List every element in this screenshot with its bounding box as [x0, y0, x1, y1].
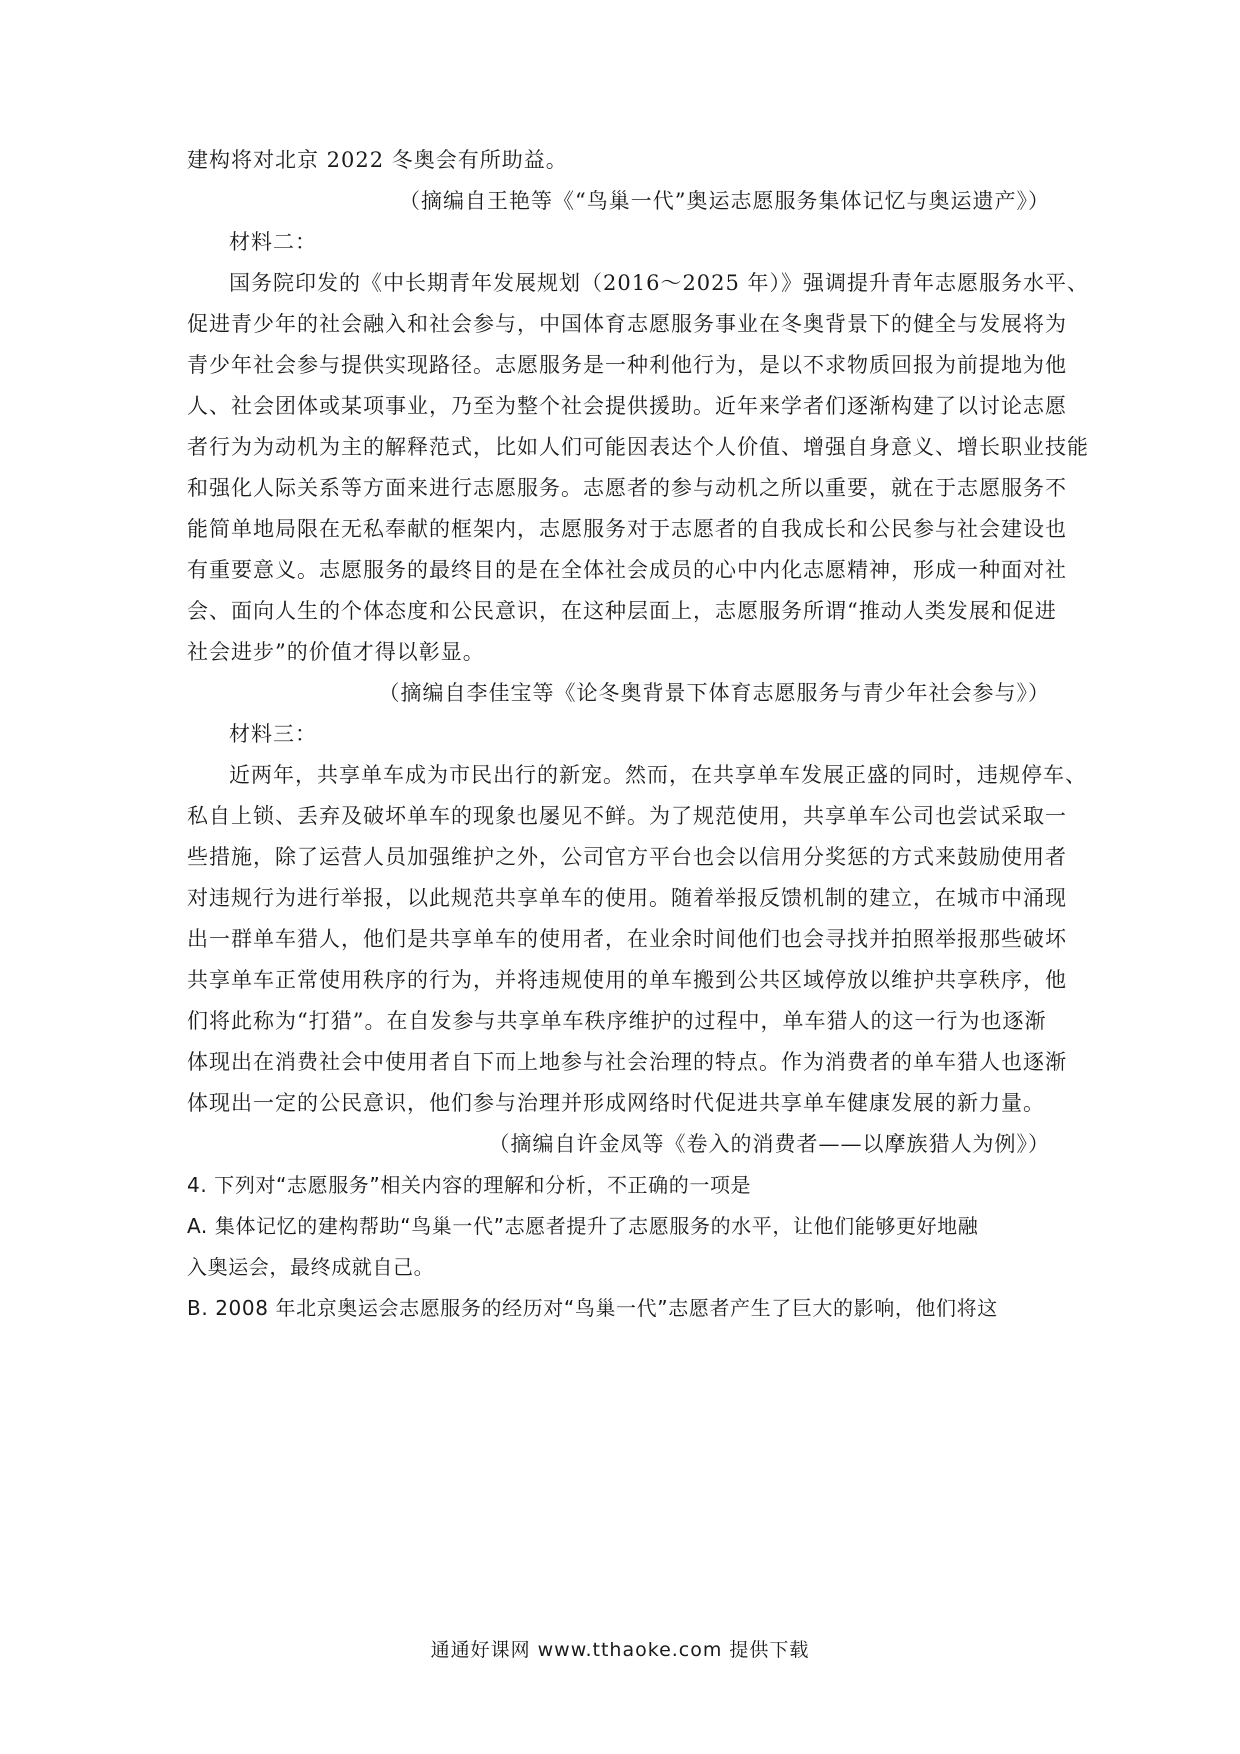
option-a: A. 集体记忆的建构帮助“鸟巢一代”志愿者提升了志愿服务的水平，让他们能够更好地融 — [187, 1214, 979, 1238]
paragraph-line: 共享单车正常使用秩序的行为，并将违规使用的单车搬到公共区域停放以维护共享秩序，他 — [187, 968, 1067, 992]
paragraph-line: 会、面向人生的个体态度和公民意识，在这种层面上，志愿服务所谓“推动人类发展和促进 — [187, 599, 1057, 623]
material2-source: （摘编自李佳宝等《论冬奥背景下体育志愿服务与青少年社会参与》） — [378, 681, 1050, 705]
paragraph-line: 能简单地局限在无私奉献的框架内，志愿服务对于志愿者的自我成长和公民参与社会建设也 — [187, 517, 1067, 541]
paragraph-line: 青少年社会参与提供实现路径。志愿服务是一种利他行为，是以不求物质回报为前提地为他 — [187, 353, 1067, 377]
paragraph-line: 出一群单车猎人，他们是共享单车的使用者，在业余时间他们也会寻找并拍照举报那些破坏 — [187, 927, 1067, 951]
paragraph-line: 们将此称为“打猎”。在自发参与共享单车秩序维护的过程中，单车猎人的这一行为也逐渐 — [187, 1009, 1047, 1033]
option-a-continued: 入奥运会，最终成就自己。 — [187, 1255, 435, 1279]
paragraph-line: 体现出在消费社会中使用者自下而上地参与社会治理的特点。作为消费者的单车猎人也逐渐 — [187, 1050, 1067, 1074]
paragraph-line: 近两年，共享单车成为市民出行的新宠。然而，在共享单车发展正盛的同时，违规停车、 — [229, 763, 1087, 787]
paragraph-line: 社会进步”的价值才得以彰显。 — [187, 640, 485, 664]
material3-heading: 材料三： — [229, 722, 317, 746]
material3-source: （摘编自许金凤等《卷入的消费者——以摩族猎人为例》） — [488, 1132, 1050, 1156]
question-stem: 4. 下列对“志愿服务”相关内容的理解和分析，不正确的一项是 — [187, 1173, 752, 1197]
paragraph-line: 私自上锁、丢弃及破坏单车的现象也屡见不鲜。为了规范使用，共享单车公司也尝试采取一 — [187, 804, 1067, 828]
paragraph-line: 国务院印发的《中长期青年发展规划（2016～2025 年）》强调提升青年志愿服务水平、 — [229, 271, 1090, 295]
paragraph-line: 人、社会团体或某项事业，乃至为整个社会提供援助。近年来学者们逐渐构建了以讨论志愿 — [187, 394, 1067, 418]
paragraph-line: 体现出一定的公民意识，他们参与治理并形成网络时代促进共享单车健康发展的新力量。 — [187, 1091, 1045, 1115]
paragraph-line: 对违规行为进行举报，以此规范共享单车的使用。随着举报反馈机制的建立，在城市中涌现 — [187, 886, 1067, 910]
material2-heading: 材料二： — [229, 230, 317, 254]
material1-source: （摘编自王艳等《“鸟巢一代”奥运志愿服务集体记忆与奥运遗产》） — [399, 189, 1050, 213]
paragraph-line: 和强化人际关系等方面来进行志愿服务。志愿者的参与动机之所以重要，就在于志愿服务不 — [187, 476, 1067, 500]
paragraph-line: 者行为为动机为主的解释范式，比如人们可能因表达个人价值、增强自身意义、增长职业技能 — [187, 435, 1089, 459]
paragraph-line: 有重要意义。志愿服务的最终目的是在全体社会成员的心中内化志愿精神，形成一种面对社 — [187, 558, 1067, 582]
option-b: B. 2008 年北京奥运会志愿服务的经历对“鸟巢一代”志愿者产生了巨大的影响，他们将这 — [187, 1296, 998, 1320]
paragraph-line: 促进青少年的社会融入和社会参与，中国体育志愿服务事业在冬奥背景下的健全与发展将为 — [187, 312, 1067, 336]
material1-tail: 建构将对北京 2022 冬奥会有所助益。 — [187, 148, 568, 172]
footer-watermark: 通通好课网 www.tthaoke.com 提供下载 — [430, 1639, 810, 1661]
paragraph-line: 些措施，除了运营人员加强维护之外，公司官方平台也会以信用分奖惩的方式来鼓励使用者 — [187, 845, 1067, 869]
